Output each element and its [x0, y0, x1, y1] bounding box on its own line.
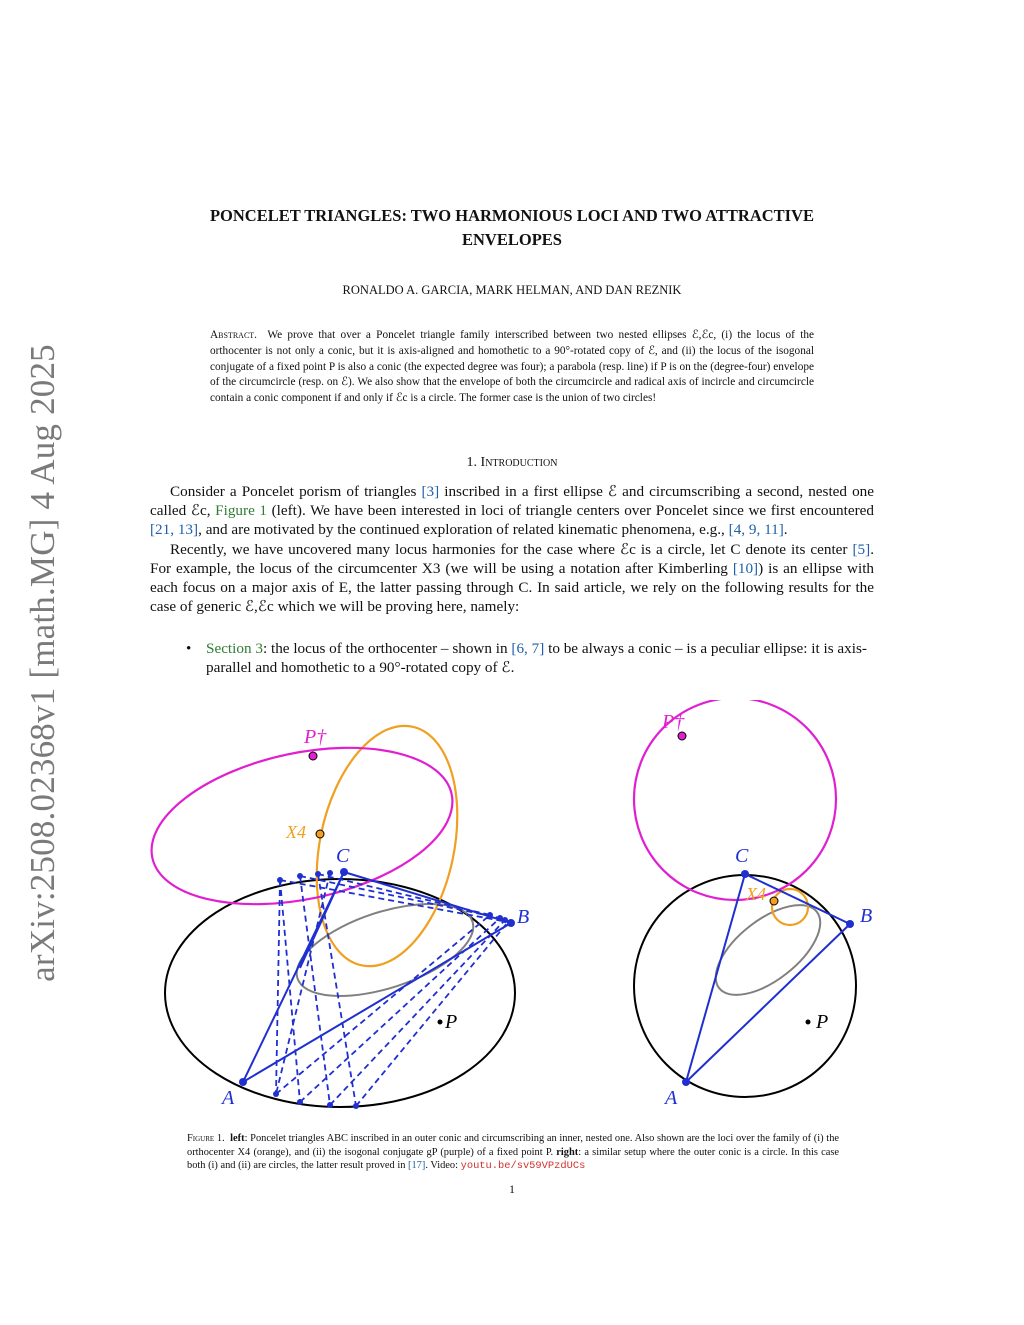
right-panel	[634, 700, 872, 1109]
vertex-c-right	[741, 870, 749, 878]
orthocenter-point-left	[316, 830, 324, 838]
outer-circle	[634, 875, 856, 1097]
point-p-right	[806, 1020, 811, 1025]
orthocenter-locus	[296, 713, 478, 980]
label-c-right: C	[735, 845, 749, 867]
section-ref-link[interactable]: Section 3	[206, 640, 263, 657]
citation-link[interactable]: [17]	[408, 1160, 426, 1172]
paragraph-2: Recently, we have uncovered many locus harmonies for the case where ℰc is a circle, let C denote its center [5]. For example, the locus of the circumcenter X3 (we will be using a notation after Kimberling [10]) is an ellipse with each focus on a major axis of E, the latter passing through C. In said article, we rely on the following results for the case of generic ℰ,ℰc which we will be proving here, namely:	[150, 540, 875, 616]
label-pdag-left: P†	[304, 726, 327, 748]
abstract	[210, 328, 814, 407]
vertex-c-left	[340, 868, 348, 876]
citation-link[interactable]: [21, 13]	[150, 521, 199, 539]
figure-caption: Figure 1. left: Poncelet triangles ABC inscribed in an outer conic and circumscribing an inner, nested one. Also shown are the loci over the family of (i) the orthocenter X4 (orange), and (ii) the isogonal conjugate gP (purple) of a fixed point P. right: a similar setup where the outer conic is a circle. In this case both (i) and (ii) are circles, the latter result proved in [17]. Video: youtu.be/sv59VPzdUCs	[187, 1133, 840, 1173]
video-link[interactable]: youtu.be/sv59VPzdUCs	[460, 1160, 586, 1173]
citation-link[interactable]: [5]	[852, 540, 871, 558]
label-x4-right: X4	[746, 884, 766, 904]
caption-left-label: left	[230, 1133, 245, 1144]
caption-label: Figure 1.	[187, 1133, 225, 1144]
citation-link[interactable]: [6, 7]	[511, 640, 545, 657]
paper-authors: RONALDO A. GARCIA, MARK HELMAN, AND DAN REZNIK	[342, 283, 682, 297]
abstract-label: Abstract.	[210, 329, 257, 341]
label-p-right: P	[816, 1011, 829, 1033]
label-b-right: B	[860, 905, 873, 927]
label-pdag-right: P†	[662, 711, 685, 733]
figure-ref-link[interactable]: Figure 1	[215, 502, 268, 520]
vertex-b-left	[507, 919, 515, 927]
section-number: 1.	[466, 455, 478, 470]
paragraph-1: Consider a Poncelet porism of triangles [3] inscribed in a first ellipse ℰ and circumscribing a second, nested one called ℰc, Figure 1 (left). We have been interested in loci of triangle centers over Poncelet since we first encountered [21, 13], and are motivated by the continued exploration of related kinematic phenomena, e.g., [4, 9, 11].	[150, 483, 875, 539]
body-text	[150, 482, 874, 616]
triangle-abc-right	[686, 874, 850, 1082]
caption-right-label: right	[556, 1146, 579, 1158]
arxiv-sidebar-id: arXiv:2508.02368v1 [math.MG] 4 Aug 2025	[23, 344, 62, 982]
label-a-left: A	[222, 1087, 235, 1109]
label-a-right: A	[665, 1087, 678, 1109]
section-heading	[150, 455, 874, 471]
vertex-a-left	[239, 1078, 247, 1086]
label-p-left: P	[445, 1011, 458, 1033]
figure-1	[0, 700, 1024, 1125]
point-p-left	[438, 1020, 443, 1025]
label-b-left: B	[517, 906, 530, 928]
abstract-text: We prove that over a Poncelet triangle family interscribed between two nested ellipses ℰ,ℰc, (i) the locus of the orthocenter is not only a conic, but it is axis-aligned and homothetic to a 90°-rotated copy of ℰ, and (ii) the locus of the isogonal conjugate of a fixed point P is also a conic (the expected degree was four); a parabola (resp. line) if P is on the (degree-four) envelope of the circumcircle (resp. on ℰ). We also show that the envelope of both the circumcircle and radical axis of incircle and circumcircle contain a conic component if and only if ℰc is a circle. The former case is the union of two circles!	[210, 329, 814, 405]
page-number: 1	[509, 1182, 515, 1196]
orthocenter-point-right	[770, 897, 778, 905]
bullet-symbol: •	[186, 640, 192, 657]
paper-title: PONCELET TRIANGLES: TWO HARMONIOUS LOCI AND TWO ATTRACTIVE ENVELOPES	[209, 206, 815, 249]
vertex-b-right	[846, 920, 854, 928]
citation-link[interactable]: [4, 9, 11]	[728, 521, 784, 539]
conjugate-point-right	[678, 732, 686, 740]
conjugate-point-left	[309, 752, 317, 760]
citation-link[interactable]: [10]	[732, 559, 759, 577]
section-title: Introduction	[480, 455, 558, 470]
label-x4-left: X4	[286, 822, 306, 842]
citation-link[interactable]: [3]	[421, 483, 440, 500]
vertex-a-right	[682, 1078, 690, 1086]
label-c-left: C	[336, 845, 350, 867]
left-panel	[137, 713, 529, 1109]
